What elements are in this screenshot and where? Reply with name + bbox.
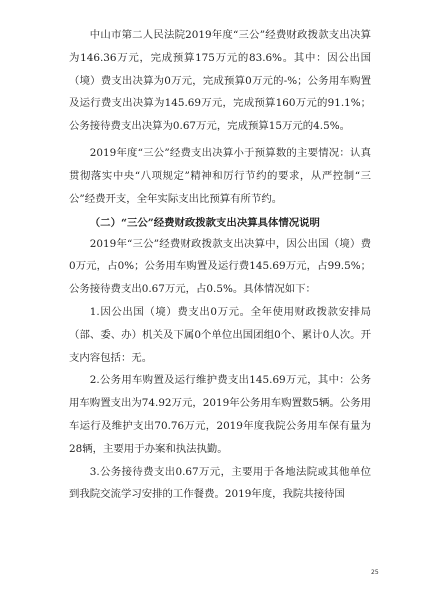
summary-paragraph: 中山市第二人民法院2019年度“三公”经费财政拨款支出决算为146.36万元，完成预算175万元的83.6%。其中：因公出国（境）费支出决算为0万元，完成预算0万元的-%；公务用车购置及运行费支出决算为145.69万元，完成预算160万元的91.1%；公务接待费支出决算为0.67万元，完成预算15万元的4.5%。 <box>69 29 371 133</box>
section-heading: （二）“三公”经费财政拨款支出决算具体情况说明 <box>89 217 320 230</box>
detail-overview-paragraph: 2019年“三公”经费财政拨款支出决算中，因公出国（境）费0万元，占0%；公务用车购置及运行费145.69万元，占99.5%；公务接待费支出0.67万元，占0.5%。具体情况如下： <box>69 237 371 296</box>
page-number: 25 <box>371 569 379 576</box>
reason-paragraph: 2019年度“三公”经费支出决算小于预算数的主要情况：认真贯彻落实中央“八项规定”精神和厉行节约的要求，从严控制“三公”经费开支，全年实际支出比预算有所节约。 <box>69 146 371 205</box>
document-body <box>69 24 371 506</box>
overseas-travel-paragraph: 1.因公出国（境）费支出0万元。全年使用财政拨款安排局（部、委、办）机关及下属0个单位出国团组0个、累计0人次。开支内容包括：无。 <box>69 305 371 364</box>
reception-expense-paragraph: 3.公务接待费支出0.67万元，主要用于各地法院或其他单位到我院交流学习安排的工作餐费。2019年度，我院共接待国 <box>69 465 371 501</box>
vehicle-expense-paragraph: 2.公务用车购置及运行维护费支出145.69万元，其中：公务用车购置支出为74.92万元，2019年公务用车购置数5辆。公务用车运行及维护支出70.76万元，2019年度我院公务用车保有量为28辆，主要用于办案和执法执勤。 <box>69 374 371 455</box>
